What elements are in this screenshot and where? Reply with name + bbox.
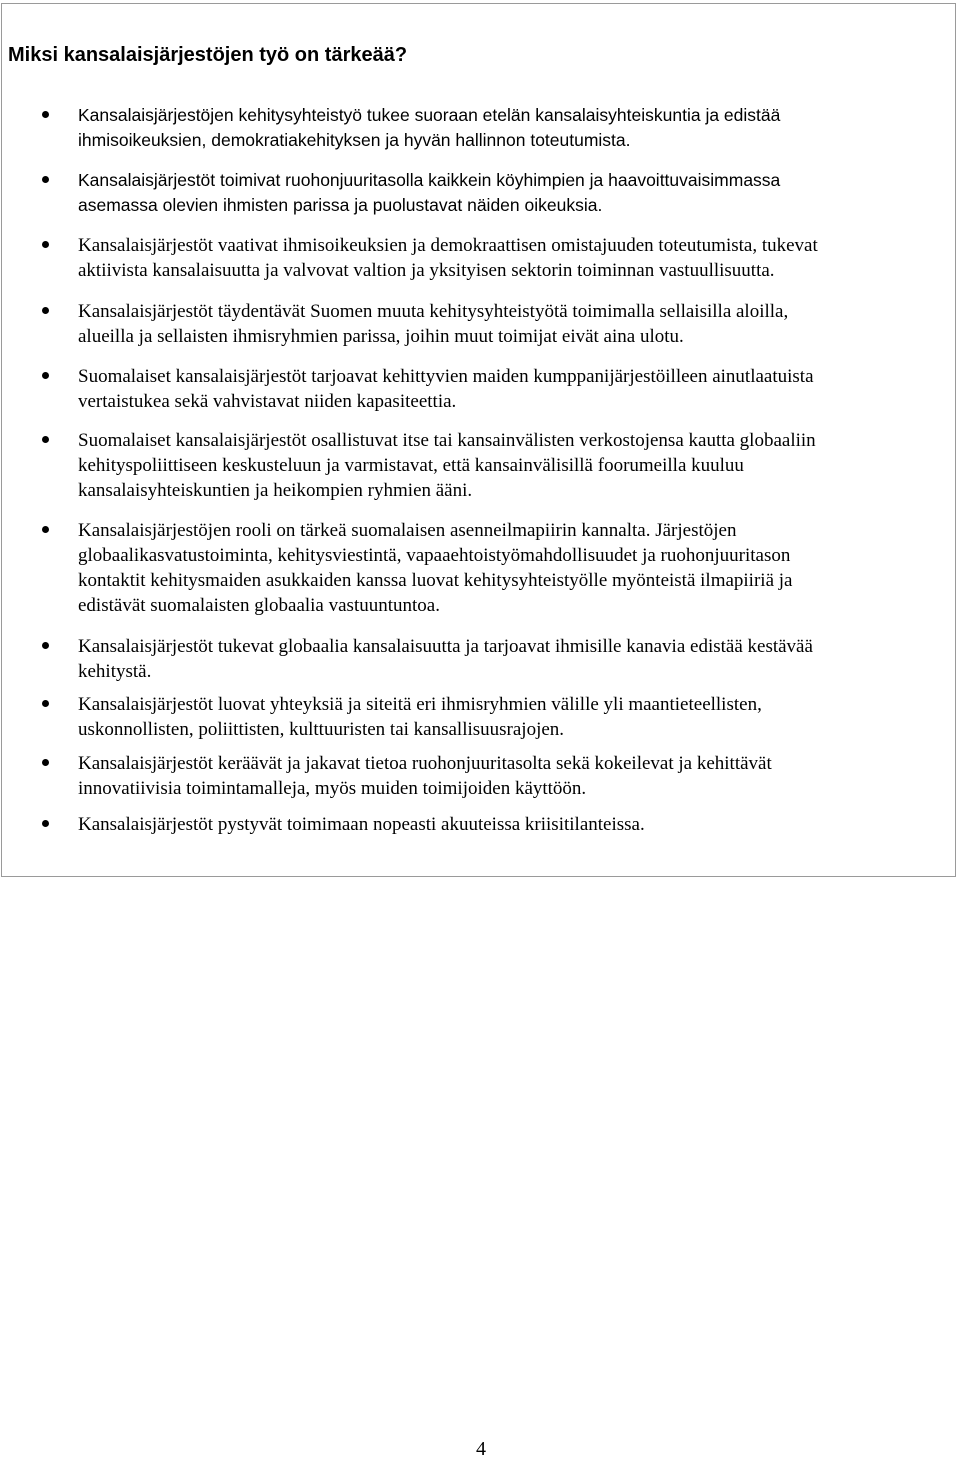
text-line: vertaistukea sekä vahvistavat niiden kapasiteettia. xyxy=(78,391,457,412)
text-line: kehityspoliittiseen keskusteluun ja varmistavat, että kansainvälisillä foorumeilla kuuluu xyxy=(78,455,744,476)
text-line: uskonnollisten, poliittisten, kulttuuristen tai kansallisuusrajojen. xyxy=(78,719,565,740)
bullet-icon xyxy=(42,700,49,707)
page-number: 4 xyxy=(476,1438,486,1460)
text-line: Kansalaisjärjestöjen kehitysyhteistyö tukee suoraan etelän kansalaisyhteiskuntia ja edistää xyxy=(78,105,781,125)
text-line: Kansalaisjärjestöt pystyvät toimimaan nopeasti akuuteissa kriisitilanteissa. xyxy=(78,814,645,835)
text-line: alueilla ja sellaisten ihmisryhmien parissa, joihin muut toimijat eivät aina ulotu. xyxy=(78,326,684,347)
text-line: edistävät suomalaisten globaalia vastuuntuntoa. xyxy=(78,595,440,616)
page-title: Miksi kansalaisjärjestöjen työ on tärkeää? xyxy=(8,44,408,66)
text-line: asemassa olevien ihmisten parissa ja puolustavat näiden oikeuksia. xyxy=(78,195,603,215)
text-line: Kansalaisjärjestöt täydentävät Suomen muuta kehitysyhteistyötä toimimalla sellaisilla aloilla, xyxy=(78,301,789,322)
list-item-text xyxy=(78,299,938,349)
text-line: kansalaisyhteiskuntien ja heikompien ryhmien ääni. xyxy=(78,480,473,501)
bullet-icon xyxy=(42,526,49,533)
text-line: Kansalaisjärjestöt keräävät ja jakavat tietoa ruohonjuuritasolta sekä kokeilevat ja kehittävät xyxy=(78,753,772,774)
text-line: Kansalaisjärjestöt tukevat globaalia kansalaisuutta ja tarjoavat ihmisille kanavia edistää kestävää xyxy=(78,636,813,657)
text-line: Kansalaisjärjestöt luovat yhteyksiä ja siteitä eri ihmisryhmien välille yli maantieteellisten, xyxy=(78,694,762,715)
bullet-icon xyxy=(42,759,49,766)
text-line: Kansalaisjärjestöt vaativat ihmisoikeuksien ja demokraattisen omistajuuden toteutumista, tukevat xyxy=(78,235,818,256)
text-line: globaalikasvatustoiminta, kehitysviestintä, vapaaehtoistyömahdollisuudet ja ruohonjuuritason xyxy=(78,545,791,566)
bullet-icon xyxy=(42,176,49,183)
text-line: aktiivista kansalaisuutta ja valvovat valtion ja yksityisen sektorin toiminnan vastuullisuutta. xyxy=(78,260,775,281)
text-line: innovatiivisia toimintamalleja, myös muiden toimijoiden käyttöön. xyxy=(78,778,587,799)
list-item-text xyxy=(78,364,938,414)
list-item-text xyxy=(78,428,938,503)
list-item-text xyxy=(78,634,938,684)
bullet-icon xyxy=(42,372,49,379)
bullet-icon xyxy=(42,642,49,649)
text-line: Suomalaiset kansalaisjärjestöt osallistuvat itse tai kansainvälisten verkostojensa kautta globaaliin xyxy=(78,430,816,451)
text-line: ihmisoikeuksien, demokratiakehityksen ja hyvän hallinnon toteutumista. xyxy=(78,130,631,150)
bullet-icon xyxy=(42,111,49,118)
bullet-icon xyxy=(42,241,49,248)
bullet-icon xyxy=(42,307,49,314)
text-line: kontaktit kehitysmaiden asukkaiden kanssa luovat kehitysyhteistyölle myönteistä ilmapiiriä ja xyxy=(78,570,793,591)
list-item-text xyxy=(78,812,938,837)
text-line: Suomalaiset kansalaisjärjestöt tarjoavat kehittyvien maiden kumppanijärjestöilleen ainutlaatuista xyxy=(78,366,814,387)
bullet-icon xyxy=(42,820,49,827)
list-item-text xyxy=(78,692,938,742)
text-line: Kansalaisjärjestöjen rooli on tärkeä suomalaisen asenneilmapiirin kannalta. Järjestöjen xyxy=(78,520,737,541)
bullet-icon xyxy=(42,436,49,443)
list-item-text xyxy=(78,751,938,801)
text-line: Kansalaisjärjestöt toimivat ruohonjuuritasolla kaikkein köyhimpien ja haavoittuvaisimmassa xyxy=(78,170,781,190)
text-line: kehitystä. xyxy=(78,661,152,682)
list-item-text xyxy=(78,233,938,283)
list-item-text xyxy=(78,518,938,618)
list-item-text xyxy=(78,103,938,153)
list-item-text xyxy=(78,168,938,218)
